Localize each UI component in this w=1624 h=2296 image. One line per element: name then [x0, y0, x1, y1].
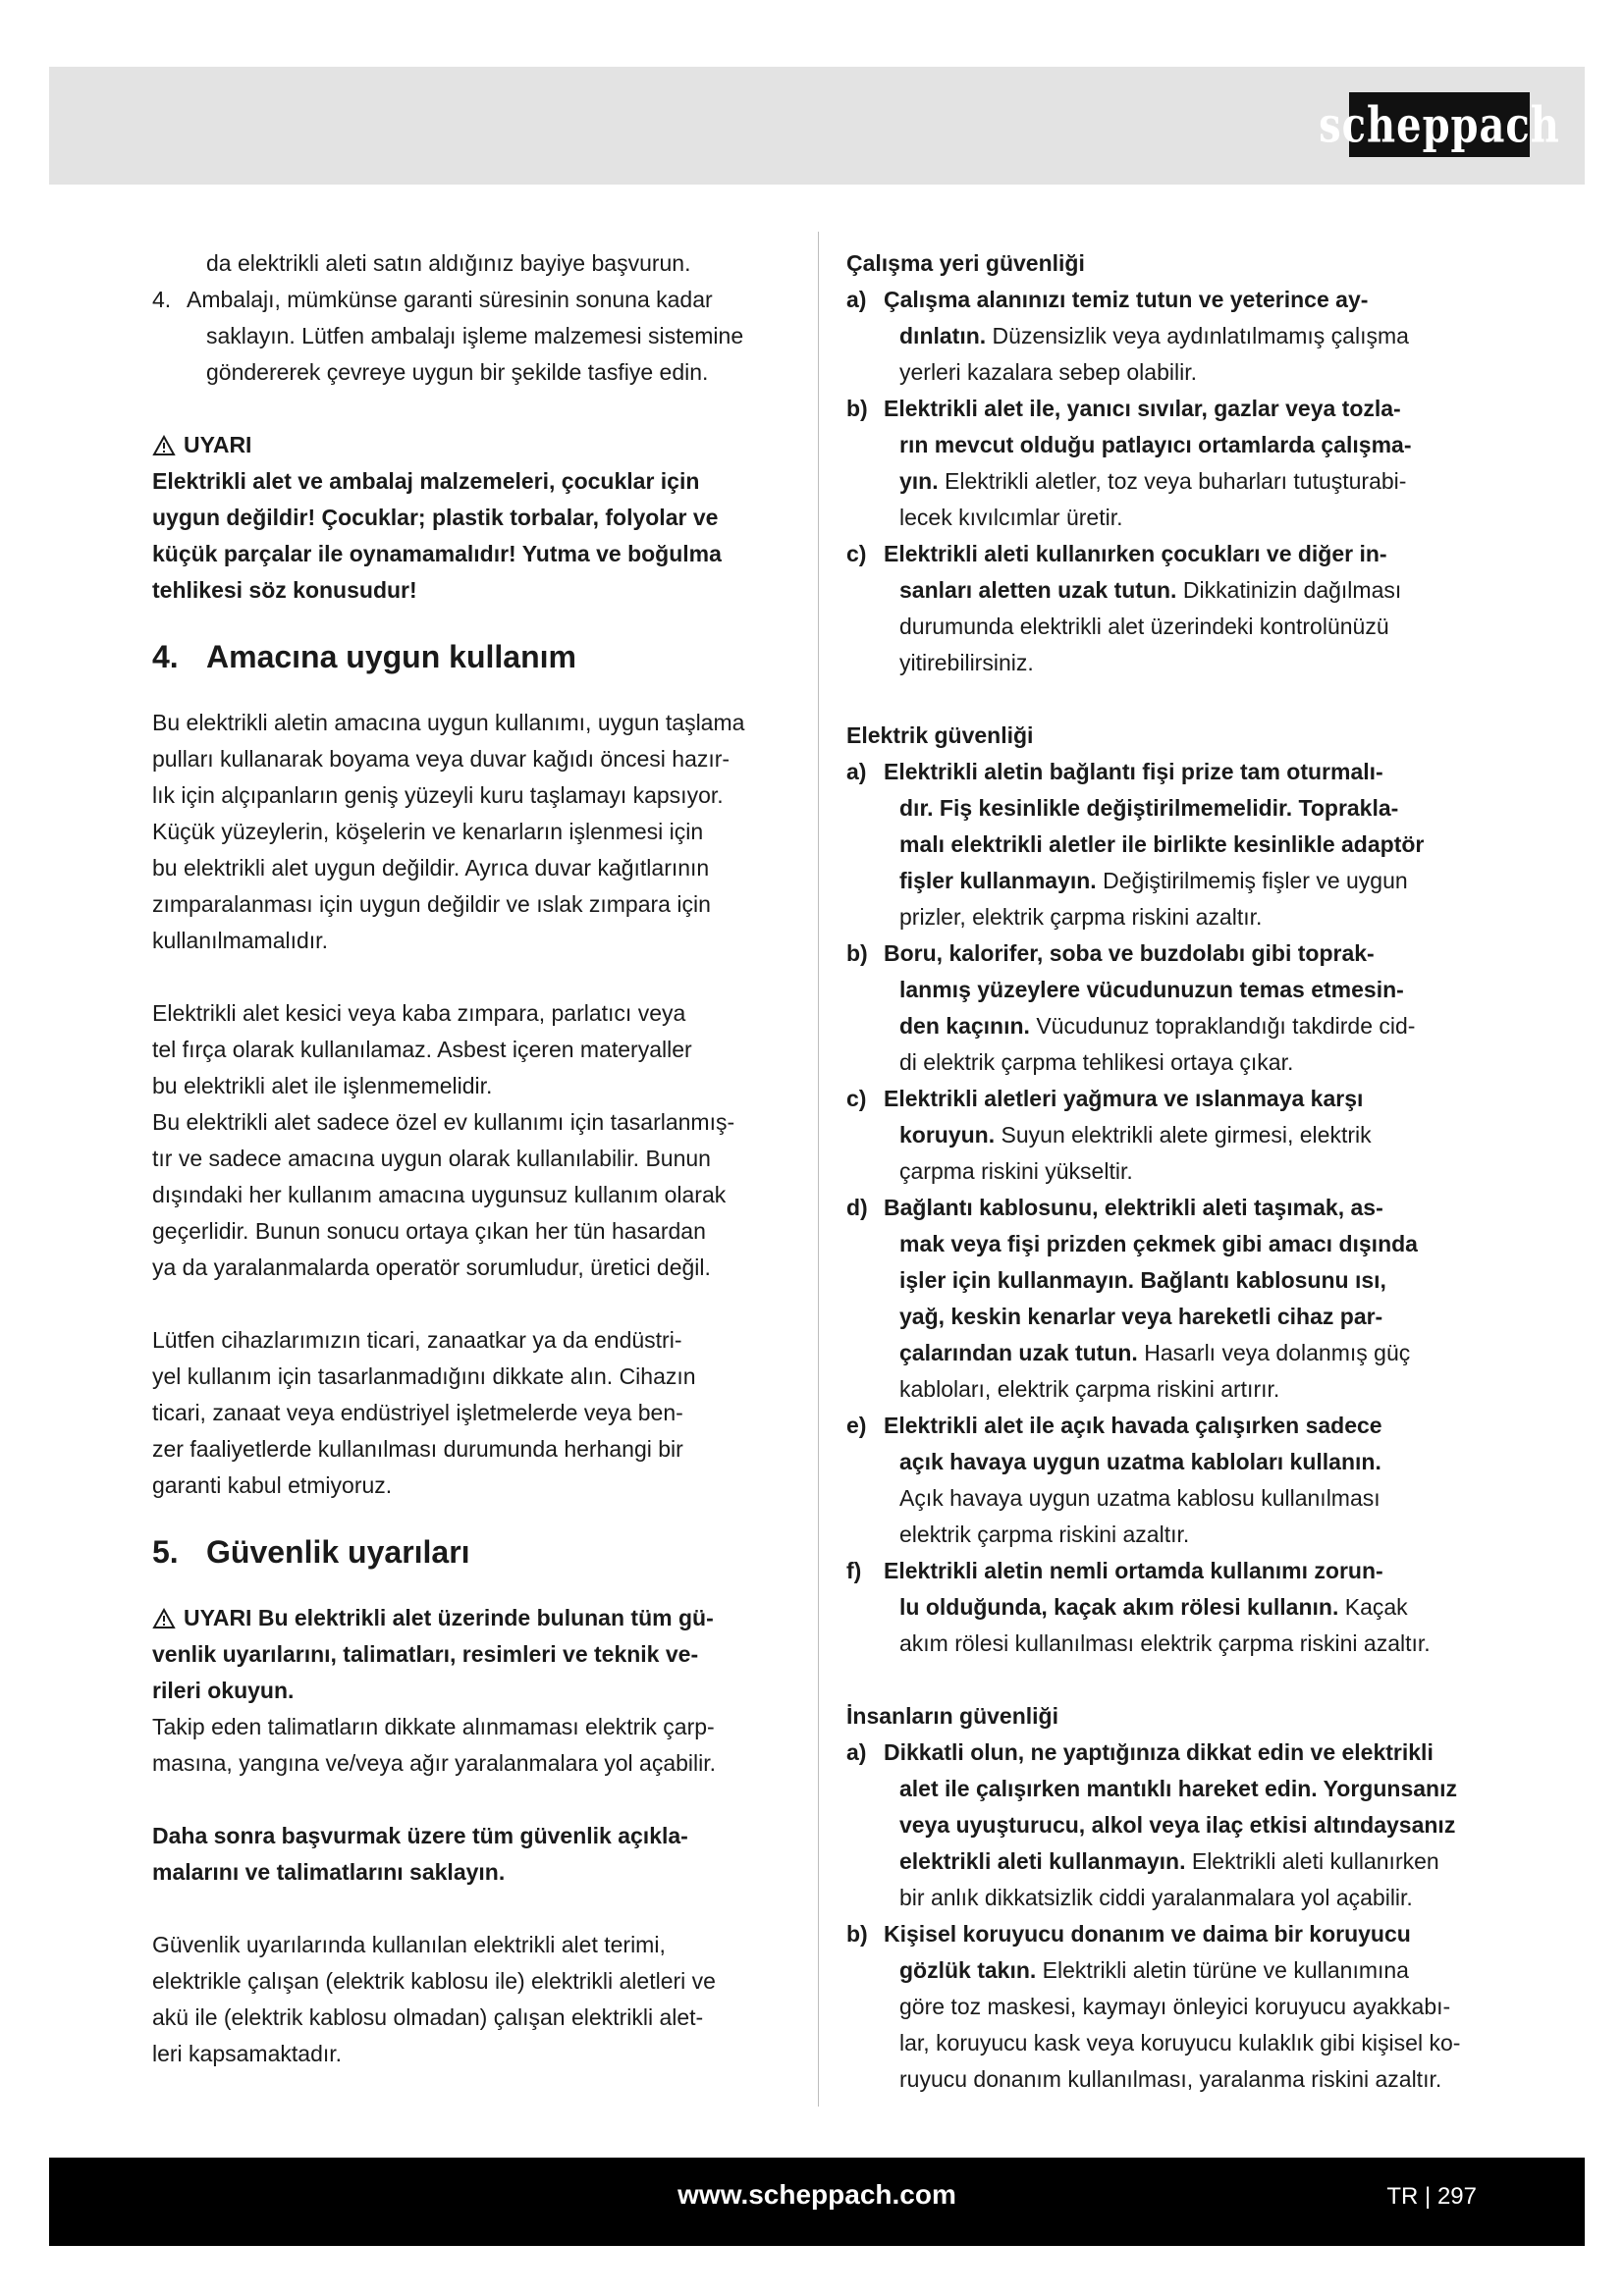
- warning-text: Elektrikli alet ve ambalaj malzemeleri, çocuklar için uygun değildir! Çocuklar; plastik torbalar, folyolar ve küçük parçalar ile oynamamalıdır! Yutma ve boğulma tehlikesi söz konusudur!: [152, 468, 722, 603]
- safety-warning-block: UYARI Bu elektrikli alet üzerinde bulunan tüm gü- venlik uyarılarını, talimatları, resimleri ve teknik ve- rileri okuyun. Takip eden talimatların dikkate alınmaması elektrik çarp- masına, yangına ve/veya ağır yaralanmalara yol açabilir.: [152, 1605, 717, 1776]
- electrical-safety-title: Elektrik güvenliği: [846, 722, 1034, 748]
- right-column: [846, 245, 1485, 2098]
- safety-item: b) Elektrikli alet ile, yanıcı sıvılar, gazlar veya tozla- rın mevcut olduğu patlayıcı ortamlarda çalışma- yın. Elektrikli aletler, toz veya buharları tutuşturabi- lecek kıvılcımlar üretir.: [846, 396, 1412, 530]
- page-number: TR | 297: [1386, 2183, 1477, 2210]
- safety-item: b) Boru, kalorifer, soba ve buzdolabı gibi toprak- lanmış yüzeylere vücudunuzun temas etmesin- den kaçının. Vücudunuz topraklandığı takdirde cid- di elektrik çarpma tehlikesi ortaya çıkar.: [846, 940, 1416, 1075]
- footer-bar: [49, 2158, 1585, 2246]
- personal-safety-list: [846, 1735, 1485, 2098]
- safety-item: a) Dikkatli olun, ne yaptığınıza dikkat edin ve elektrikli alet ile çalışırken mantıklı hareket edin. Yorgunsanız veya uyuşturucu, alkol veya ilaç etkisi altındaysanız elektrikli aleti kullanmayın. Elektrikli aleti kullanırken bir anlık dikkatsizlik ciddi yaralanmalara yol açabilir.: [846, 1739, 1457, 1910]
- safety-item: f) Elektrikli aletin nemli ortamda kullanımı zorun- lu olduğunda, kaçak akım rölesi kullanın. Kaçak akım rölesi kullanılması elektrik çarpma riskini azaltır.: [846, 1558, 1431, 1656]
- safety-item: e) Elektrikli alet ile açık havada çalışırken sadece açık havaya uygun uzatma kabloları kullanın. Açık havaya uygun uzatma kablosu kullanılması elektrik çarpma riskini azaltır.: [846, 1413, 1382, 1547]
- paragraph-power-tool-term: Güvenlik uyarılarında kullanılan elektrikli alet terimi, elektrikle çalışan (elektrik kablosu ile) elektrikli aletleri ve akü ile (elektrik kablosu olmadan) çalışan elektrikli alet- leri kapsamaktadır.: [152, 1932, 716, 2066]
- safety-item: d) Bağlantı kablosunu, elektrikli aleti taşımak, as- mak veya fişi prizden çekmek gibi amacı dışında işler için kullanmayın. Bağlantı kablosunu ısı, yağ, keskin kenarlar veya hareketli cihaz par- çalarından uzak tutun. Hasarlı veya dolanmış güç kabloları, elektrik çarpma riskini artırır.: [846, 1195, 1418, 1402]
- warning-triangle-icon: [152, 435, 176, 456]
- safety-item: a) Çalışma alanınızı temiz tutun ve yeterince ay- dınlatın. Düzensizlik veya aydınlatılmamış çalışma yerleri kazalara sebep olabilir.: [846, 287, 1409, 385]
- column-divider: [818, 232, 819, 2107]
- electrical-safety-list: [846, 754, 1485, 1662]
- work-area-safety-title: Çalışma yeri güvenliği: [846, 250, 1085, 276]
- header-bar: [49, 67, 1585, 185]
- brand-logo: scheppach: [1349, 92, 1530, 157]
- continuation-line: da elektrikli aleti satın aldığınız bayiye başvurun.: [206, 250, 691, 276]
- warning-heading: UYARI: [152, 427, 790, 463]
- warning-triangle-icon: [152, 1608, 176, 1629]
- left-column: [152, 245, 790, 2072]
- section-5-heading: 5. Güvenlik uyarıları: [152, 1534, 470, 1570]
- personal-safety-title: İnsanların güvenliği: [846, 1703, 1058, 1729]
- section-4-heading: 4. Amacına uygun kullanım: [152, 639, 576, 674]
- list-item-4: 4. Ambalajı, mümkünse garanti süresinin sonuna kadar saklayın. Lütfen ambalajı işleme malzemesi sistemine göndererek çevreye uygun bir şekilde tasfiye edin.: [152, 287, 744, 385]
- keep-instructions: Daha sonra başvurmak üzere tüm güvenlik açıkla- malarını ve talimatlarını saklayın.: [152, 1823, 688, 1885]
- safety-item: c) Elektrikli aletleri yağmura ve ıslanmaya karşı koruyun. Suyun elektrikli alete girmesi, elektrik çarpma riskini yükseltir.: [846, 1086, 1372, 1184]
- safety-item: a) Elektrikli aletin bağlantı fişi prize tam oturmalı- dır. Fiş kesinlikle değiştirilmemelidir. Toprakla- malı elektrikli aletler ile birlikte kesinlikle adaptör fişler kullanmayın. Değiştirilmemiş fişler ve uygun prizler, elektrik çarpma riskini azaltır.: [846, 759, 1425, 930]
- footer-url[interactable]: www.scheppach.com: [677, 2179, 956, 2210]
- safety-item: c) Elektrikli aleti kullanırken çocukları ve diğer in- sanları aletten uzak tutun. Dikkatinizin dağılması durumunda elektrikli alet üzerindeki kontrolünüzü yitirebilirsiniz.: [846, 541, 1402, 675]
- paragraph-intended-use: Bu elektrikli aletin amacına uygun kullanımı, uygun taşlama pulları kullanarak boyama veya duvar kağıdı öncesi hazır- lık için alçıpanların geniş yüzeyli kuru taşlamayı kapsıyor. Küçük yüzeylerin, köşelerin ve kenarların işlenmesi için bu elektrikli alet uygun değildir. Ayrıca duvar kağıtlarının zımparalanması için uygun değildir ve ıslak zımpara için kullanılmamalıdır.: [152, 710, 745, 953]
- paragraph-restrictions: Elektrikli alet kesici veya kaba zımpara, parlatıcı veya tel fırça olarak kullanılamaz. Asbest içeren materyaller bu elektrikli alet ile işlenmemelidir. Bu elektrikli alet sadece özel ev kullanımı için tasarlanmış- tır ve sadece amacına uygun olarak kullanılabilir. Bunun dışındaki her kullanım amacına uygunsuz kullanım olarak geçerlidir. Bunun sonucu ortaya çıkan her tün hasardan ya da yaralanmalarda operatör sorumludur, üretici değil.: [152, 1000, 735, 1280]
- paragraph-commercial-use: Lütfen cihazlarımızın ticari, zanaatkar ya da endüstri- yel kullanım için tasarlanmadığını dikkate alın. Cihazın ticari, zanaat veya endüstriyel işletmelerde veya ben- zer faaliyetlerde kullanılması durumunda herhangi bir garanti kabul etmiyoruz.: [152, 1327, 696, 1498]
- safety-item: b) Kişisel koruyucu donanım ve daima bir koruyucu gözlük takın. Elektrikli aletin türüne ve kullanımına göre toz maskesi, kaymayı önleyici koruyucu ayakkabı- lar, koruyucu kask veya koruyucu kulaklık gibi kişisel ko- ruyucu donanım kullanılması, yaralanma riskini azaltır.: [846, 1921, 1461, 2092]
- work-area-safety-list: [846, 282, 1485, 681]
